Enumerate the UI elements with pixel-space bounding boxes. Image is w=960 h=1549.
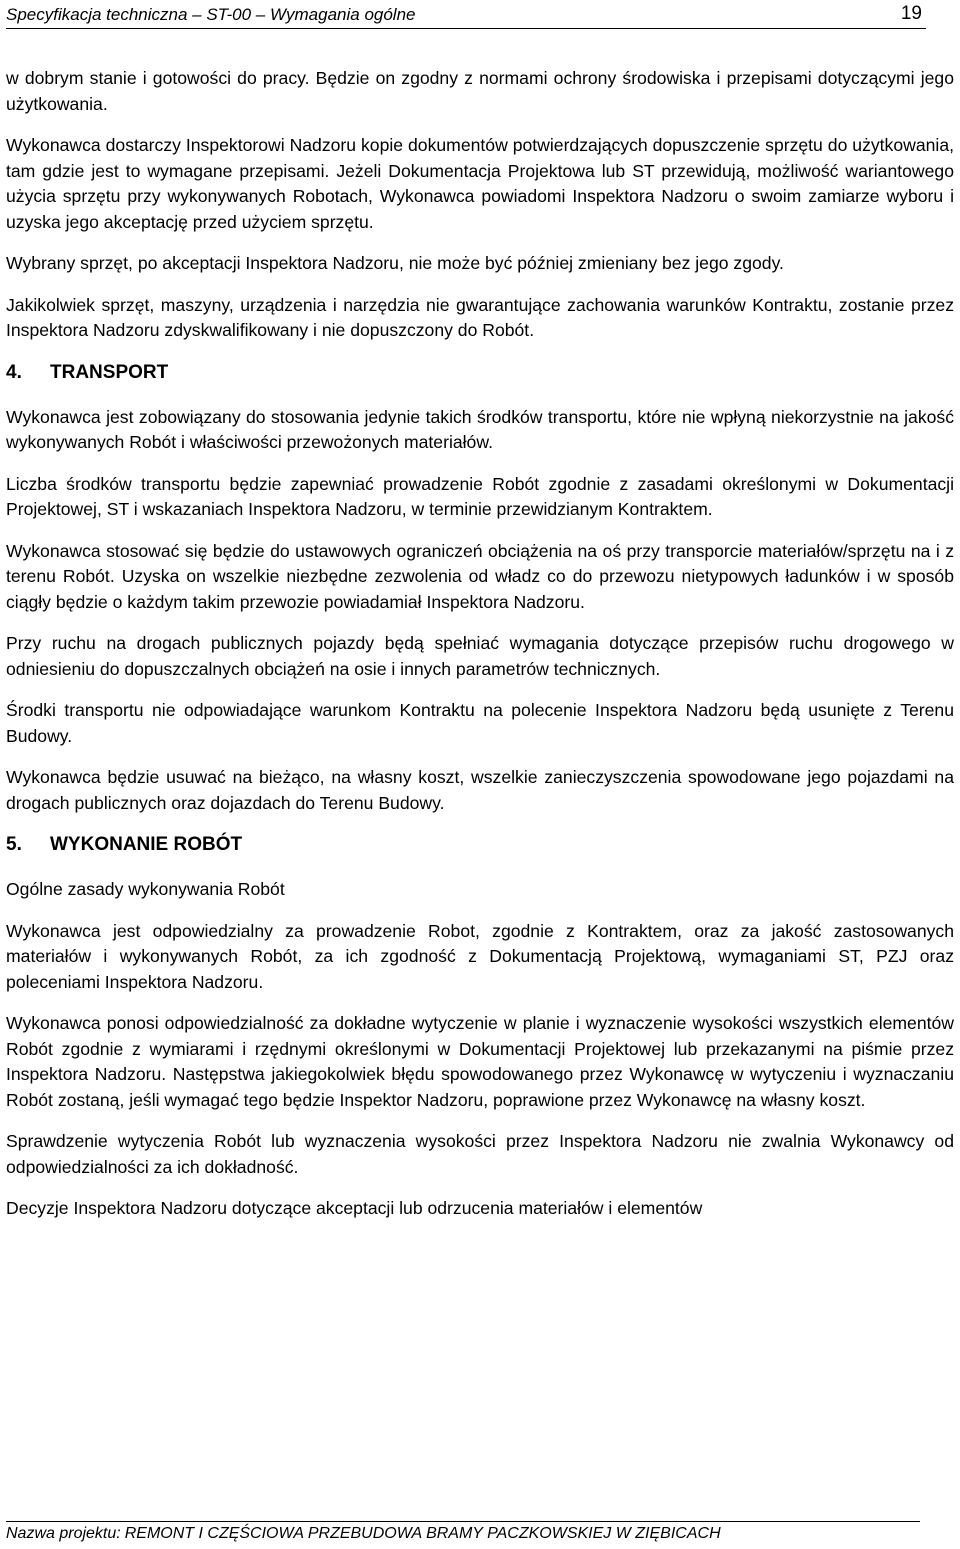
paragraph: w dobrym stanie i gotowości do pracy. Będzie on zgodny z normami ochrony środowiska i przepisami dotyczącymi jego użytkowania. (6, 68, 954, 114)
project-name: REMONT I CZĘŚCIOWA PRZEBUDOWA BRAMY PACZKOWSKIEJ W ZIĘBICACH (124, 1525, 721, 1542)
paragraph: Wykonawca dostarczy Inspektorowi Nadzoru kopie dokumentów potwierdzających dopuszczenie sprzętu do użytkowania, tam gdzie jest to wymagane przepisami. Jeżeli Dokumentacja Projektowa lub ST przewidują, możliwość wariantowego użycia sprzętu przy wykonywanych Robotach, Wykonawca powiadomi Inspektora Nadzoru o swoim zamiarze wyboru i uzyska jego akceptację przed użyciem sprzętu. (6, 135, 954, 232)
paragraph: Przy ruchu na drogach publicznych pojazdy będą spełniać wymagania dotyczące przepisów ruchu drogowego w odniesieniu do dopuszczalnych obciążeń na osie i innych parametrów technicznych. (6, 633, 954, 679)
section-number: 5. (6, 834, 22, 855)
document-body (6, 66, 954, 1238)
footer-label: Nazwa projektu: (6, 1525, 121, 1542)
paragraph: Wykonawca stosować się będzie do ustawowych ograniczeń obciążenia na oś przy transporcie materiałów/sprzętu na i z terenu Robót. Uzyska on wszelkie niezbędne zezwolenia od władz co do przewozu nietypowych ładunków i w sposób ciągły będzie o każdym takim przewozie powiadamiał Inspektora Nadzoru. (6, 540, 954, 612)
section-title: TRANSPORT (50, 361, 169, 383)
paragraph: Wykonawca jest zobowiązany do stosowania jedynie takich środków transportu, które nie wpłyną niekorzystnie na jakość wykonywanych Robót i właściwości przewożonych materiałów. (6, 406, 954, 452)
page-header (6, 0, 926, 29)
paragraph: Środki transportu nie odpowiadające warunkom Kontraktu na polecenie Inspektora Nadzoru będą usunięte z Terenu Budowy. (6, 700, 954, 746)
section-heading-wykonanie-robot (6, 832, 954, 857)
paragraph: Wybrany sprzęt, po akceptacji Inspektora Nadzoru, nie może być później zmieniany bez jego zgody. (6, 253, 784, 273)
section-title: WYKONANIE ROBÓT (50, 834, 243, 855)
paragraph: Wykonawca będzie usuwać na bieżąco, na własny koszt, wszelkie zanieczyszczenia spowodowane jego pojazdami na drogach publicznych oraz dojazdach do Terenu Budowy. (6, 767, 954, 813)
document-title: Specyfikacja techniczna – ST-00 – Wymagania ogólne (6, 5, 416, 24)
paragraph: Wykonawca ponosi odpowiedzialność za dokładne wytyczenie w planie i wyznaczenie wysokości wszystkich elementów Robót zgodnie z wymiarami i rzędnymi określonymi w Dokumentacji Projektowej lub przekazanymi na piśmie przez Inspektora Nadzoru. Następstwa jakiegokolwiek błędu spowodowanego przez Wykonawcę w wytyczeniu i wyznaczaniu Robót zostaną, jeśli wymagać tego będzie Inspektor Nadzoru, poprawione przez Wykonawcę na własny koszt. (6, 1013, 954, 1110)
paragraph: Jakikolwiek sprzęt, maszyny, urządzenia i narzędzia nie gwarantujące zachowania warunków Kontraktu, zostanie przez Inspektora Nadzoru zdyskwalifikowany i nie dopuszczony do Robót. (6, 294, 954, 340)
section-heading-transport (6, 360, 954, 385)
section-number: 4. (6, 361, 22, 383)
page-number: 19 (900, 3, 922, 24)
subheading: Ogólne zasady wykonywania Robót (6, 879, 285, 899)
paragraph: Liczba środków transportu będzie zapewniać prowadzenie Robót zgodnie z zasadami określonymi w Dokumentacji Projektowej, ST i wskazaniach Inspektora Nadzoru, w terminie przewidzianym Kontraktem. (6, 473, 954, 519)
paragraph: Wykonawca jest odpowiedzialny za prowadzenie Robot, zgodnie z Kontraktem, oraz za jakość zastosowanych materiałów i wykonywanych Robót, za ich zgodność z Dokumentacją Projektową, wymaganiami ST, PZJ oraz poleceniami Inspektora Nadzoru. (6, 920, 954, 992)
page-footer (6, 1521, 920, 1543)
paragraph: Sprawdzenie wytyczenia Robót lub wyznaczenia wysokości przez Inspektora Nadzoru nie zwalnia Wykonawcy od odpowiedzialności za ich dokładność. (6, 1131, 954, 1177)
paragraph: Decyzje Inspektora Nadzoru dotyczące akceptacji lub odrzucenia materiałów i elementów (6, 1198, 703, 1218)
